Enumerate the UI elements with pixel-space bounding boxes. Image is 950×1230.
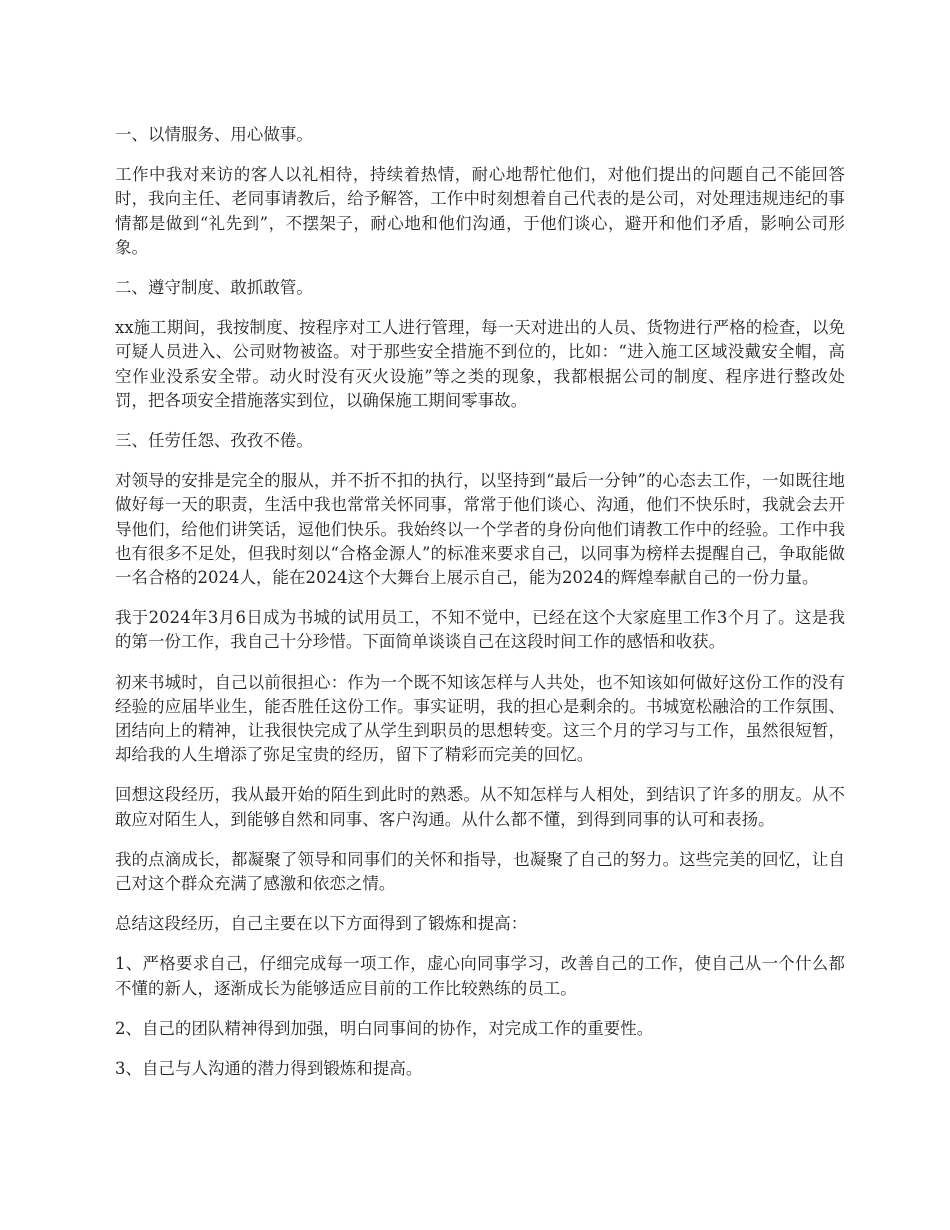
list-item-2: 2、自己的团队精神得到加强，明白同事间的协作，对完成工作的重要性。 — [115, 1018, 654, 1038]
section-heading-1: 一、以情服务、用心做事。 — [115, 125, 313, 144]
paragraph-5: 初来书城时，自己以前很担心：作为一个既不知该怎样与人共处，也不知该如何做好这份工作的没有经验的应届毕业生，能否胜任这份工作。事实证明，我的担心是剩余的。书城宽松融洽的工作氛围、团结向上的精神，让我很快完成了从学生到职员的思想转变。这三个月的学习与工作，虽然很短暂，却给我的人生增添了弥足宝贵的经历，留下了精彩而完美的回忆。 — [115, 672, 845, 765]
paragraph-4: 我于2024年3月6日成为书城的试用员工，不知不觉中，已经在这个大家庭里工作3个月了。这是我的第一份工作，我自己十分珍惜。下面简单谈谈自己在这段时间工作的感悟和收获。 — [115, 608, 845, 652]
section-heading-2: 二、遵守制度、敢抓敢管。 — [115, 278, 313, 298]
document-body — [115, 123, 845, 1097]
paragraph-3: 对领导的安排是完全的服从，并不折不扣的执行，以坚持到“最后一分钟”的心态去工作，一如既往地做好每一天的职责，生活中我也常常关怀同事，常常于他们谈心、沟通，他们不快乐时，我就会去开导他们，给他们讲笑话，逗他们快乐。我始终以一个学者的身份向他们请教工作中的经验。工作中我也有很多不足处，但我时刻以“合格金源人”的标准来要求自己，以同事为榜样去提醒自己，争取能做一名合格的2024人，能在2024这个大舞台上展示自己，能为2024的辉煌奉献自己的一份力量。 — [115, 471, 845, 588]
section-heading-3: 三、任劳任怨、孜孜不倦。 — [115, 431, 313, 451]
paragraph-2: xx施工期间，我按制度、按程序对工人进行管理，每一天对进出的人员、货物进行严格的检查，以免可疑人员进入、公司财物被盗。对于那些安全措施不到位的，比如：“进入施工区域没戴安全帽，高空作业没系安全带。动火时没有灭火设施”等之类的现象，我都根据公司的制度、程序进行整改处罚，把各项安全措施落实到位，以确保施工期间零事故。 — [115, 318, 845, 410]
list-item-3: 3、自己与人沟通的潜力得到锻炼和提高。 — [115, 1059, 423, 1079]
paragraph-1: 工作中我对来访的客人以礼相待，持续着热情，耐心地帮忙他们，对他们提出的问题自己不能回答时，我向主任、老同事请教后，给予解答，工作中时刻想着自己代表的是公司，对处理违规违纪的事情都是做到“礼先到”，不摆架子，耐心地和他们沟通，于他们谈心，避开和他们矛盾，影响公司形象。 — [115, 165, 845, 257]
paragraph-6: 回想这段经历，我从最开始的陌生到此时的熟悉。从不知怎样与人相处，到结识了许多的朋友。从不敢应对陌生人，到能够自然和同事、客户沟通。从什么都不懂，到得到同事的认可和表扬。 — [115, 785, 845, 829]
list-item-1: 1、严格要求自己，仔细完成每一项工作，虚心向同事学习，改善自己的工作，使自己从一个什么都不懂的新人，逐渐成长为能够适应目前的工作比较熟练的员工。 — [115, 954, 845, 998]
summary-intro: 总结这段经历，自己主要在以下方面得到了锻炼和提高： — [115, 914, 528, 934]
paragraph-7: 我的点滴成长，都凝聚了领导和同事们的关怀和指导，也凝聚了自己的努力。这些完美的回忆，让自己对这个群众充满了感激和依恋之情。 — [115, 849, 845, 894]
